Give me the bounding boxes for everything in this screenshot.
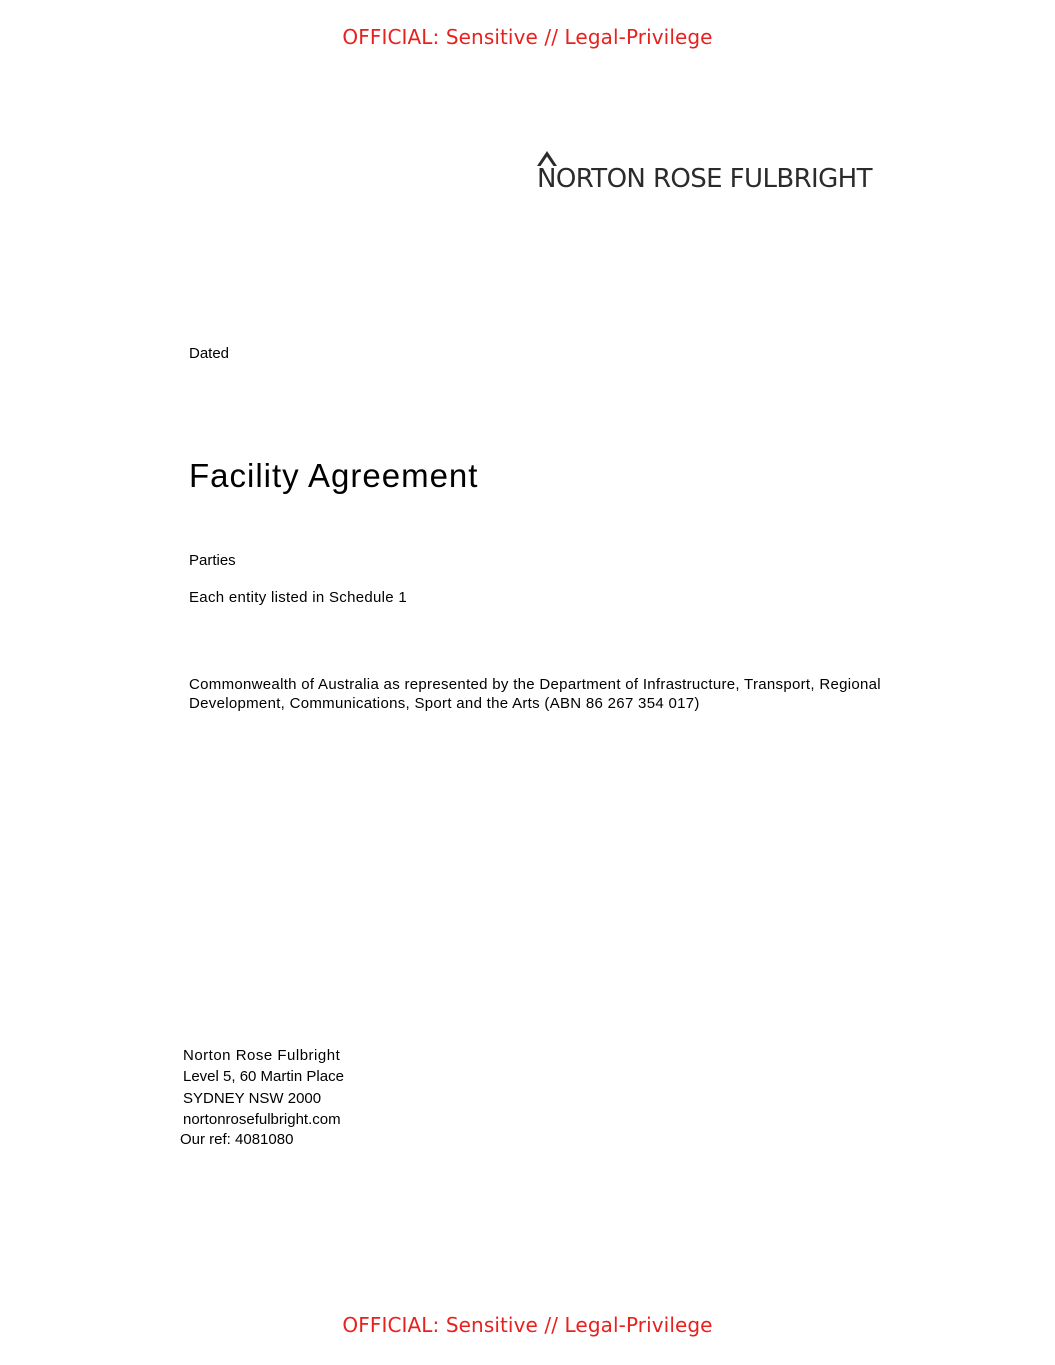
party-1: Each entity listed in Schedule 1: [189, 589, 408, 606]
firm-logo: [536, 150, 896, 196]
logo-text: NORTON ROSE FULBRIGHT: [537, 164, 872, 194]
firm-website: nortonrosefulbright.com: [183, 1110, 341, 1128]
firm-street: Level 5, 60 Martin Place: [183, 1068, 344, 1086]
firm-address: [183, 1045, 344, 1130]
classification-header: OFFICIAL: Sensitive // Legal-Privilege: [342, 25, 713, 49]
classification-footer: OFFICIAL: Sensitive // Legal-Privilege: [342, 1313, 713, 1337]
dated-label: Dated: [189, 345, 230, 362]
document-title: Facility Agreement: [189, 457, 479, 494]
firm-name: Norton Rose Fulbright: [183, 1047, 341, 1064]
party-2: Commonwealth of Australia as represented by the Department of Infrastructure, Transport, Regional Development, Communications, Sport and the Arts (ABN 86 267 354 017): [189, 676, 881, 712]
parties-label: Parties: [189, 552, 236, 569]
reference-number: Our ref: 4081080: [180, 1131, 294, 1148]
firm-city: SYDNEY NSW 2000: [183, 1089, 322, 1107]
